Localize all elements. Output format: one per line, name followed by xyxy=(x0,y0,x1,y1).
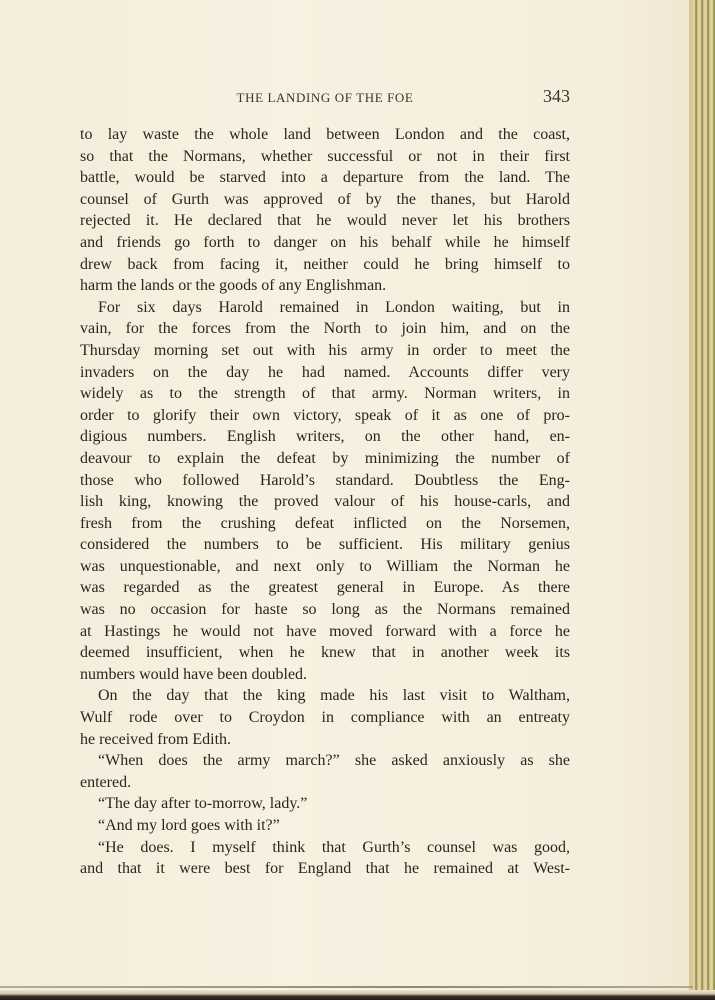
text-line: at Hastings he would not have moved forward with a force he xyxy=(80,622,570,640)
text-line: and that it were best for England that he remained at West- xyxy=(80,860,570,878)
text-line: those who followed Harold’s standard. Doubtless the Eng- xyxy=(80,471,570,489)
body-text xyxy=(80,124,570,880)
text-line: lish king, knowing the proved valour of his house-carls, and xyxy=(80,493,570,511)
text-line: was regarded as the greatest general in Europe. As there xyxy=(80,579,570,597)
text-line: For six days Harold remained in London waiting, but in xyxy=(98,298,570,316)
text-line: vain, for the forces from the North to join him, and on the xyxy=(80,320,570,338)
text-line: battle, would be starved into a departure from the land. The xyxy=(80,169,570,187)
text-line: was no occasion for haste so long as the Normans remained xyxy=(80,601,570,619)
book-binding-edge xyxy=(693,0,715,1000)
text-line: invaders on the day he had named. Accounts differ very xyxy=(80,363,570,381)
text-line: digious numbers. English writers, on the other hand, en- xyxy=(80,428,570,446)
text-line: entered. xyxy=(80,773,132,791)
text-line: deemed insufficient, when he knew that in another week its xyxy=(80,644,570,662)
text-line: deavour to explain the defeat by minimizing the number of xyxy=(80,449,570,467)
page-number: 343 xyxy=(543,86,570,106)
text-line: he received from Edith. xyxy=(80,730,232,748)
text-line: “When does the army march?” she asked anxiously as she xyxy=(98,752,570,770)
bottom-edge-rule xyxy=(0,986,693,988)
bottom-edge xyxy=(0,990,715,1000)
text-line: On the day that the king made his last visit to Waltham, xyxy=(98,687,570,705)
text-line: drew back from facing it, neither could he bring himself to xyxy=(80,255,570,273)
text-line: “And my lord goes with it?” xyxy=(98,817,280,834)
text-line: to lay waste the whole land between London and the coast, xyxy=(80,126,570,143)
text-line: considered the numbers to be sufficient. His military genius xyxy=(80,536,570,554)
text-line: Thursday morning set out with his army in order to meet the xyxy=(80,341,570,359)
text-line: “He does. I myself think that Gurth’s counsel was good, xyxy=(98,838,570,856)
text-line: so that the Normans, whether successful or not in their first xyxy=(80,147,570,165)
text-line: numbers would have been doubled. xyxy=(80,665,308,683)
text-line: Wulf rode over to Croydon in compliance with an entreaty xyxy=(80,709,570,727)
text-line: fresh from the crushing defeat inflicted on the Norsemen, xyxy=(80,514,570,532)
page-header xyxy=(80,88,570,108)
text-line: harm the lands or the goods of any Englishman. xyxy=(80,277,387,295)
text-line: counsel of Gurth was approved of by the thanes, but Harold xyxy=(80,190,570,208)
text-line: rejected it. He declared that he would never let his brothers xyxy=(80,212,570,230)
running-head: THE LANDING OF THE FOE xyxy=(236,90,414,105)
text-line: was unquestionable, and next only to William the Norman he xyxy=(80,557,570,575)
text-line: order to glorify their own victory, speak of it as one of pro- xyxy=(80,406,570,424)
text-line: and friends go forth to danger on his behalf while he himself xyxy=(80,233,570,251)
text-line: “The day after to-morrow, lady.” xyxy=(98,795,308,813)
text-line: widely as to the strength of that army. Norman writers, in xyxy=(80,385,570,403)
